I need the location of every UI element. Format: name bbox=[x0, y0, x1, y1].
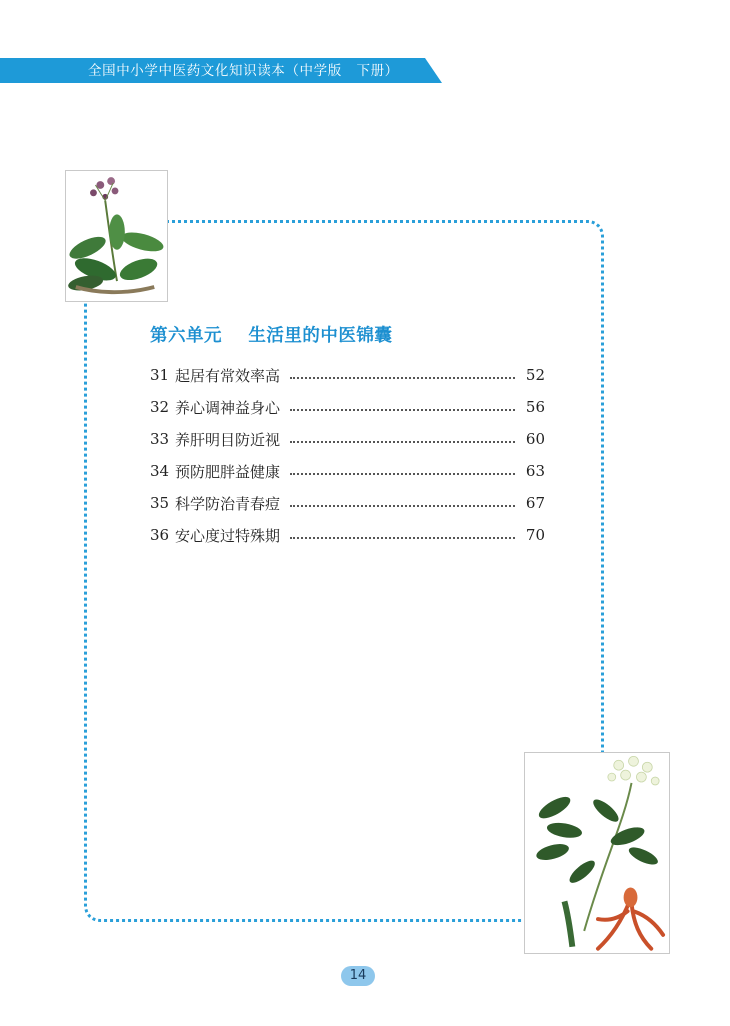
toc-leader-dots bbox=[290, 505, 515, 507]
toc-entry-title: 预防肥胖益健康 bbox=[175, 462, 281, 481]
toc-entry-title: 科学防治青春痘 bbox=[175, 494, 281, 513]
toc-entry-title: 养心调神益身心 bbox=[175, 398, 281, 417]
toc-leader-dots bbox=[290, 473, 515, 475]
toc-entry[interactable] bbox=[150, 455, 545, 487]
toc-entry[interactable] bbox=[150, 359, 545, 391]
toc-entry-title: 养肝明目防近视 bbox=[175, 430, 281, 449]
toc-leader-dots bbox=[290, 409, 515, 411]
toc-leader-dots bbox=[290, 441, 515, 443]
toc-entry-page: 60 bbox=[525, 430, 545, 448]
ginseng-root-illustration bbox=[524, 752, 670, 954]
toc-leader-dots bbox=[290, 377, 515, 379]
toc-entry[interactable] bbox=[150, 423, 545, 455]
toc-entry-page: 67 bbox=[525, 494, 545, 512]
toc-entry-title: 起居有常效率高 bbox=[175, 366, 281, 385]
toc-entry-page: 63 bbox=[525, 462, 545, 480]
toc-entry[interactable] bbox=[150, 487, 545, 519]
toc-entry-page: 70 bbox=[525, 526, 545, 544]
unit-title: 第六单元 生活里的中医锦囊 bbox=[150, 326, 393, 346]
toc-entry-number: 35 bbox=[150, 494, 170, 512]
book-title: 全国中小学中医药文化知识读本（中学版 下册） bbox=[88, 63, 399, 79]
toc-entry-page: 52 bbox=[525, 366, 545, 384]
page-number-badge: 14 bbox=[341, 966, 375, 986]
herbal-plant-illustration bbox=[65, 170, 168, 302]
toc-entry[interactable] bbox=[150, 519, 545, 551]
toc-entry-title: 安心度过特殊期 bbox=[175, 526, 281, 545]
table-of-contents bbox=[150, 359, 545, 551]
toc-leader-dots bbox=[290, 537, 515, 539]
toc-entry-number: 36 bbox=[150, 526, 170, 544]
toc-entry-page: 56 bbox=[525, 398, 545, 416]
toc-entry-number: 31 bbox=[150, 366, 170, 384]
toc-entry-number: 33 bbox=[150, 430, 170, 448]
toc-entry[interactable] bbox=[150, 391, 545, 423]
toc-entry-number: 34 bbox=[150, 462, 170, 480]
toc-entry-number: 32 bbox=[150, 398, 170, 416]
